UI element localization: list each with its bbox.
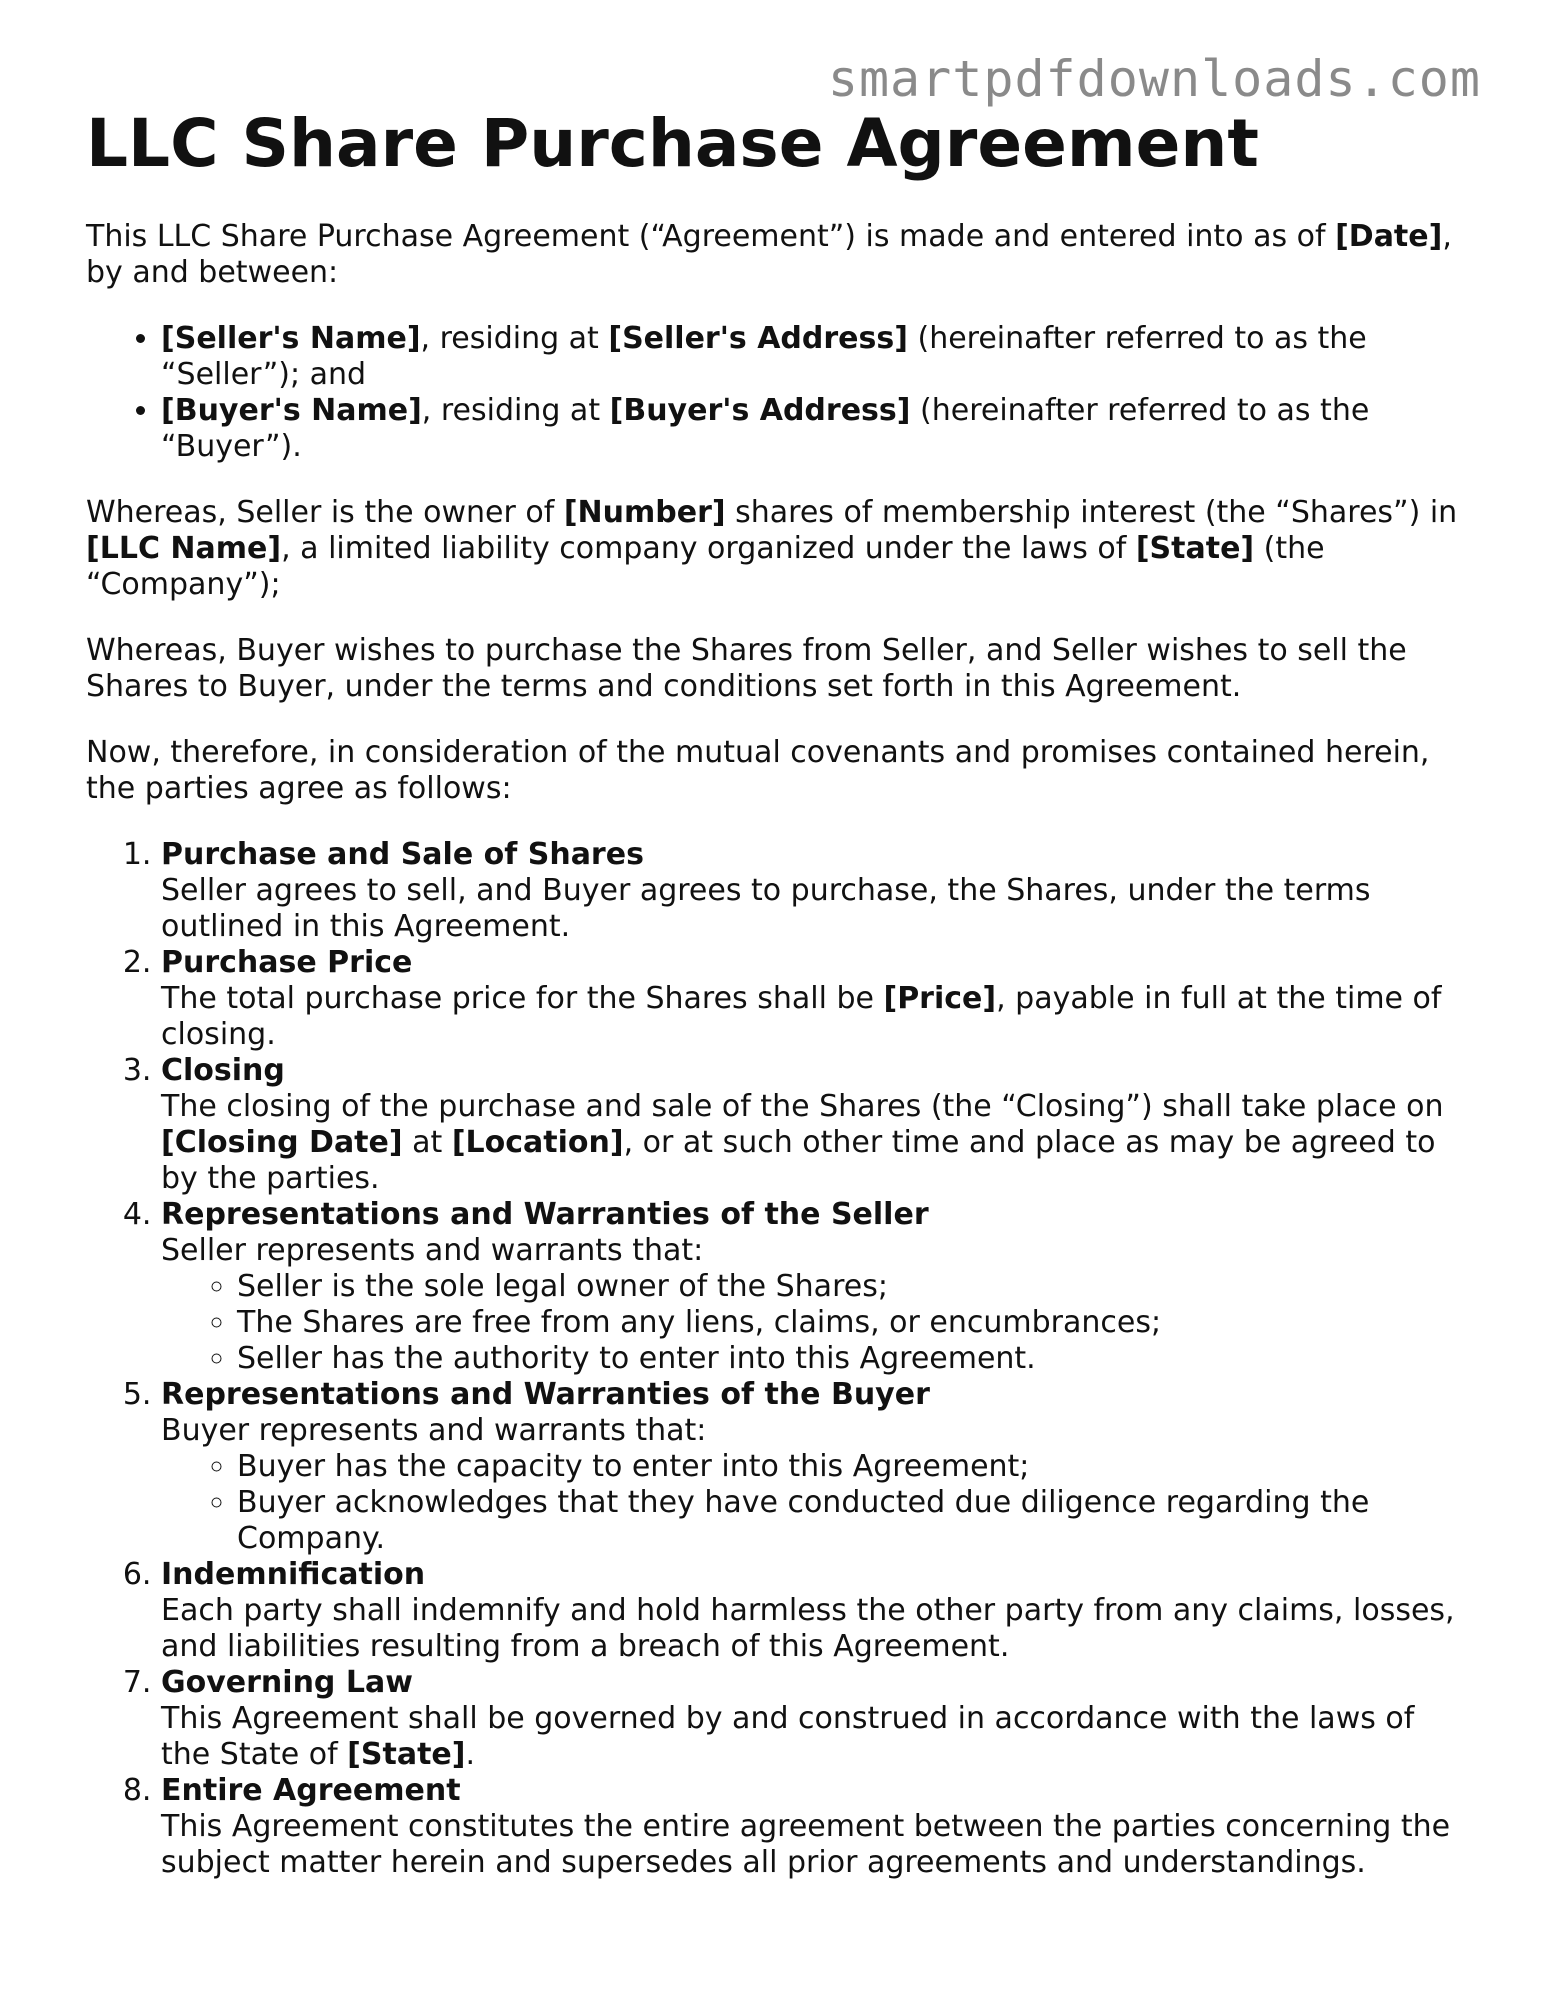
section-body: The closing of the purchase and sale of the Shares (the “Closing”) shall take place on [161,1089,1444,1125]
closing-date-placeholder: [Closing Date] [161,1125,403,1161]
buyer-name-placeholder: [Buyer's Name] [161,393,422,429]
section-entire-agreement [161,1773,1466,1881]
section-body: This Agreement shall be governed by and construed in accordance with the laws of the State of [161,1701,1415,1773]
watermark: smartpdfdownloads.com [827,50,1481,108]
section-body: Seller represents and warrants that: [161,1233,704,1269]
sections-list [86,837,1466,1881]
seller-address-placeholder: [Seller's Address] [608,321,908,357]
section-body: Each party shall indemnify and hold harmless the other party from any claims, losses, and liabilities resulting from a breach of this Agreement. [161,1593,1455,1665]
list-item: ◦ Buyer acknowledges that they have conducted due diligence regarding the Company. [237,1485,1466,1557]
list-item: ◦ Buyer has the capacity to enter into this Agreement; [237,1449,1466,1485]
whereas-text: shares of membership interest (the “Shares”) in [725,495,1458,531]
section-buyer-warranties [161,1377,1466,1557]
seller-warranties-list [161,1269,1466,1377]
state-placeholder: [State] [1135,531,1255,567]
intro-text-end: , by and between: [86,219,1452,291]
list-item: ◦ The Shares are free from any liens, claims, or encumbrances; [237,1305,1466,1341]
seller-name-placeholder: [Seller's Name] [161,321,421,357]
intro-paragraph [86,219,1466,291]
section-title: Representations and Warranties of the Seller [161,1197,929,1233]
section-body: Buyer represents and warrants that: [161,1413,707,1449]
section-body: at [402,1125,452,1161]
party-text: (hereinafter referred to as the “Buyer”). [161,393,1370,465]
now-therefore-paragraph: Now, therefore, in consideration of the mutual covenants and promises contained herein, the parties agree as follows: [86,735,1430,807]
intro-text: This LLC Share Purchase Agreement (“Agreement”) is made and entered into as of [86,219,1336,255]
section-title: Purchase Price [161,945,413,981]
party-text: , residing at [420,321,609,357]
section-purchase-price [161,945,1466,1053]
price-placeholder: [Price] [883,981,997,1017]
llc-name-placeholder: [LLC Name] [86,531,282,567]
section-purchase-and-sale [161,837,1466,945]
section-indemnification [161,1557,1466,1665]
whereas-text: , a limited liability company organized under the laws of [281,531,1136,567]
section-title: Indemnification [161,1557,426,1593]
section-title: Entire Agreement [161,1773,461,1809]
section-body: Seller agrees to sell, and Buyer agrees to purchase, the Shares, under the terms outlined in this Agreement. [161,873,1371,945]
party-text: (hereinafter referred to as the “Seller”); and [161,321,1367,393]
whereas-ownership-paragraph [86,495,1466,603]
buyer-party [161,393,1466,465]
document-title: LLC Share Purchase Agreement [86,105,1259,182]
seller-party [161,321,1466,393]
state-placeholder: [State] [347,1737,466,1773]
section-title: Governing Law [161,1665,413,1701]
section-title: Closing [161,1053,285,1089]
location-placeholder: [Location] [451,1125,624,1161]
whereas-text: (the “Company”); [86,531,1325,603]
document [86,104,1466,1881]
buyer-address-placeholder: [Buyer's Address] [609,393,911,429]
section-seller-warranties [161,1197,1466,1377]
buyer-warranties-list [161,1449,1466,1557]
section-title: Representations and Warranties of the Buyer [161,1377,930,1413]
section-governing-law [161,1665,1466,1773]
section-body: , payable in full at the time of closing. [161,981,1442,1053]
section-body: . [465,1737,476,1773]
parties-list [86,321,1466,465]
section-title: Purchase and Sale of Shares [161,837,644,873]
party-text: , residing at [421,393,610,429]
section-body: This Agreement constitutes the entire agreement between the parties concerning the subject matter herein and supersedes all prior agreements and understandings. [161,1809,1451,1881]
list-item: ◦ Seller is the sole legal owner of the Shares; [237,1269,1466,1305]
number-placeholder: [Number] [563,495,726,531]
list-item: ◦ Seller has the authority to enter into this Agreement. [237,1341,1466,1377]
whereas-text: Whereas, Seller is the owner of [86,495,564,531]
section-closing [161,1053,1466,1197]
section-body: The total purchase price for the Shares shall be [161,981,884,1017]
date-placeholder: [Date] [1335,219,1443,255]
whereas-intent-paragraph: Whereas, Buyer wishes to purchase the Shares from Seller, and Seller wishes to sell the Shares to Buyer, under the terms and conditions set forth in this Agreement. [86,633,1407,705]
section-body: , or at such other time and place as may be agreed to by the parties. [161,1125,1436,1197]
